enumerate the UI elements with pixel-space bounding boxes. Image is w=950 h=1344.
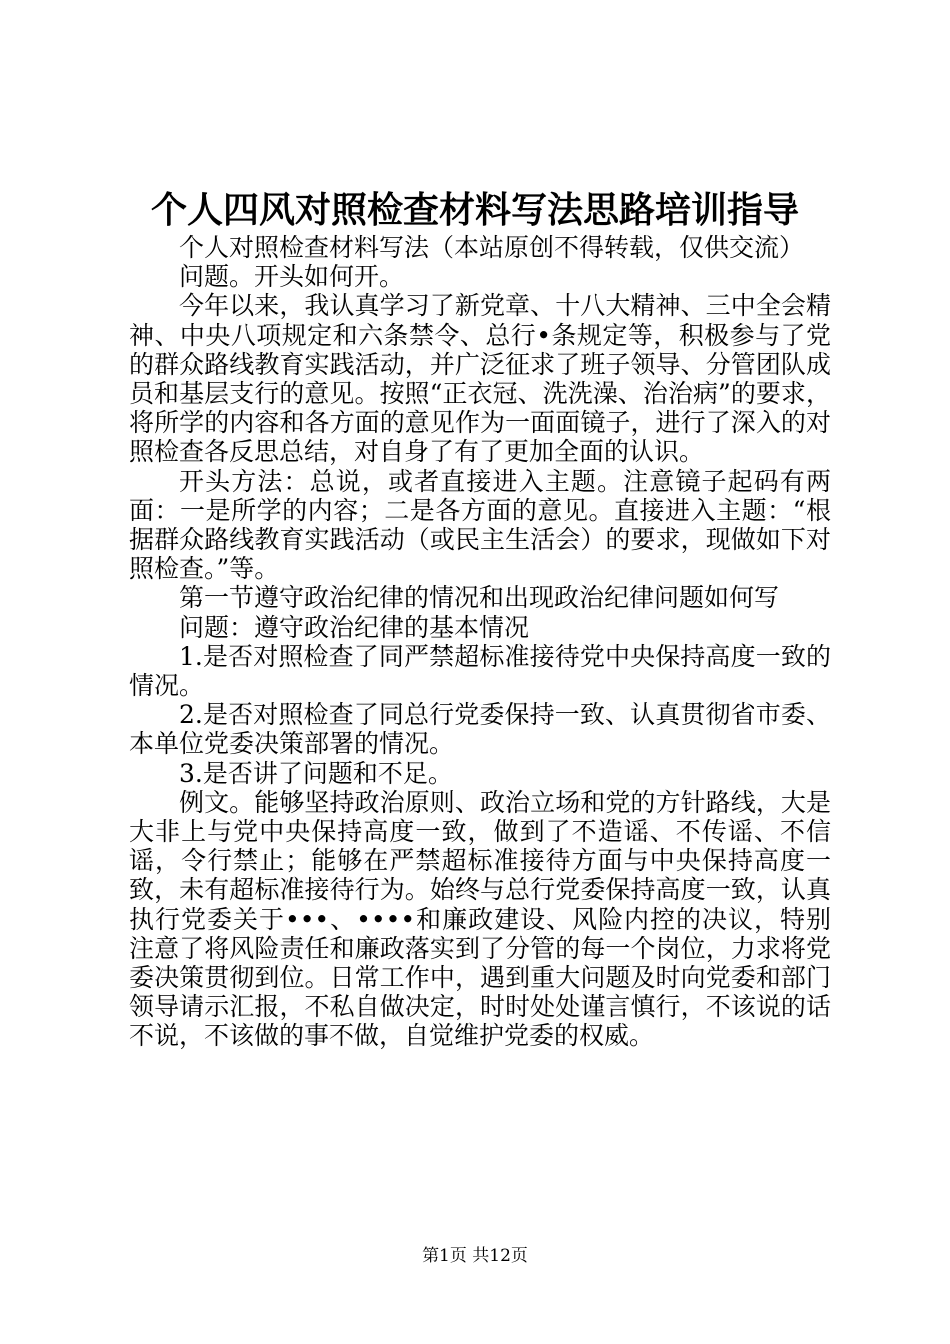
paragraph: 第一节遵守政治纪律的情况和出现政治纪律问题如何写: [179, 583, 780, 613]
paragraph: 问题：遵守政治纪律的基本情况: [179, 612, 530, 642]
paragraph: 开头方法：总说，或者直接进入主题。注意镜子起码有两面：一是所学的内容；二是各方面的意见。直接进入主题：“根据群众路线教育实践活动（或民主生活会）的要求，现做如下对照检查。”等。: [129, 466, 831, 584]
paragraph: 1.是否对照检查了同严禁超标准接待党中央保持高度一致的情况。: [129, 641, 831, 701]
document-title: 个人四风对照检查材料写法思路培训指导: [150, 189, 799, 231]
paragraph: 个人对照检查材料写法（本站原创不得转载，仅供交流）: [179, 233, 805, 262]
paragraph: 3.是否讲了问题和不足。: [179, 758, 453, 788]
paragraph: 例文。能够坚持政治原则、政治立场和党的方针路线，大是大非上与党中央保持高度一致，做到了不造谣、不传谣、不信谣，令行禁止；能够在严禁超标准接待方面与中央保持高度一致，未有超标准接待行为。始终与总行党委保持高度一致，认真执行党委关于•••、••••和廉政建设、风险内控的决议，特别注意了将风险责任和廉政落实到了分管的每一个岗位，力求将党委决策贯彻到位。日常工作中，遇到重大问题及时向党委和部门领导请示汇报，不私自做决定，时时处处谨言慎行，不该说的话不说，不该做的事不做，自觉维护党委的权威。: [129, 787, 831, 1051]
page-number: 第1页 共12页: [422, 1246, 528, 1266]
paragraph: 2.是否对照检查了同总行党委保持一致、认真贯彻省市委、本单位党委决策部署的情况。: [129, 700, 831, 759]
paragraph: 今年以来，我认真学习了新党章、十八大精神、三中全会精神、中央八项规定和六条禁令、总行•条规定等，积极参与了党的群众路线教育实践活动，并广泛征求了班子领导、分管团队成员和基层支行的意见。按照“正衣冠、洗洗澡、治治病”的要求，将所学的内容和各方面的意见作为一面面镜子，进行了深入的对照检查各反思总结，对自身了有了更加全面的认识。: [129, 291, 831, 467]
paragraph: 问题。开头如何开。: [179, 262, 405, 292]
document-body: [129, 233, 831, 1051]
